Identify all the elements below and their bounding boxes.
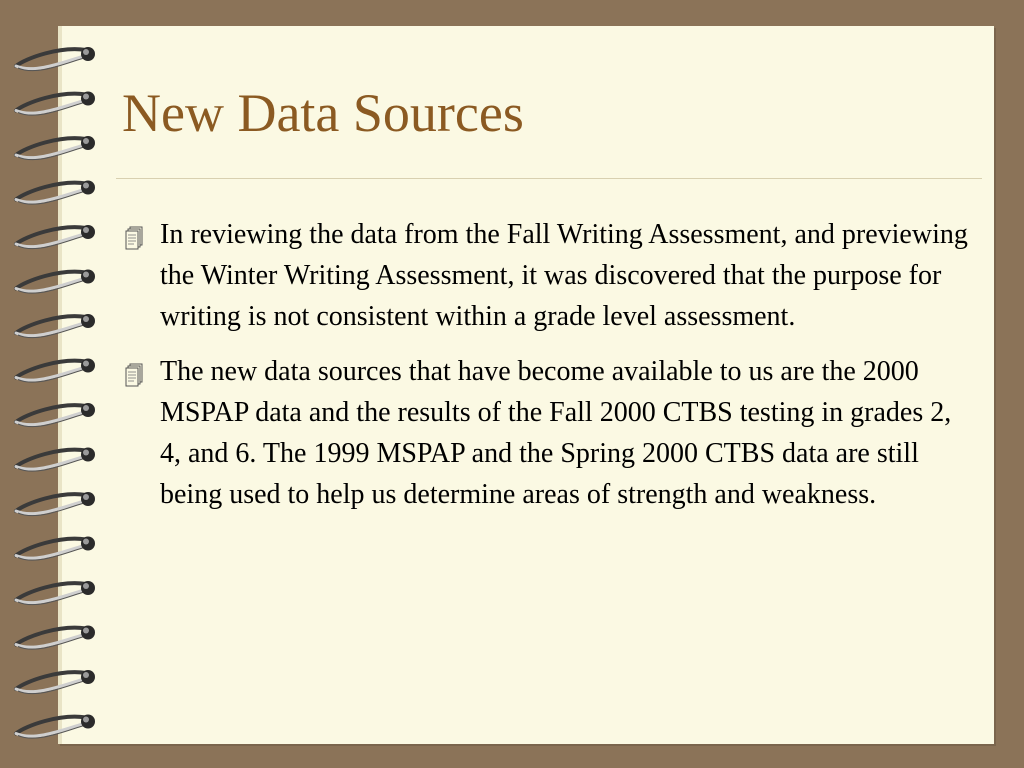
bullet-text: In reviewing the data from the Fall Writing Assessment, and previewing the Winter Writing Assessment, it was discovered that the purpose for writing is not consistent within a grade level assessment.	[160, 219, 968, 332]
bullet-list	[122, 214, 972, 529]
spiral-binding	[0, 0, 120, 768]
spiral-ring-icon	[16, 136, 95, 160]
spiral-ring-icon	[16, 47, 95, 71]
spiral-ring-icon	[16, 314, 95, 338]
papers-stack-icon	[122, 361, 148, 387]
spiral-ring-icon	[16, 359, 95, 383]
title-divider	[116, 178, 982, 179]
spiral-ring-icon	[16, 448, 95, 472]
spiral-ring-icon	[16, 492, 95, 516]
bullet-item	[122, 214, 972, 337]
spiral-ring-icon	[16, 92, 95, 116]
spiral-ring-icon	[16, 225, 95, 249]
spiral-ring-icon	[16, 581, 95, 605]
spiral-ring-icon	[16, 181, 95, 205]
spiral-ring-icon	[16, 670, 95, 694]
bullet-item	[122, 351, 972, 515]
spiral-ring-icon	[16, 403, 95, 427]
slide-title: New Data Sources	[122, 83, 524, 143]
papers-stack-icon	[122, 224, 148, 250]
spiral-ring-icon	[16, 270, 95, 294]
spiral-ring-icon	[16, 715, 95, 739]
spiral-ring-icon	[16, 626, 95, 650]
spiral-ring-icon	[16, 537, 95, 561]
bullet-text: The new data sources that have become available to us are the 2000 MSPAP data and the results of the Fall 2000 CTBS testing in grades 2, 4, and 6. The 1999 MSPAP and the Spring 2000 CTBS data are still being used to help us determine areas of strength and weakness.	[160, 356, 952, 510]
